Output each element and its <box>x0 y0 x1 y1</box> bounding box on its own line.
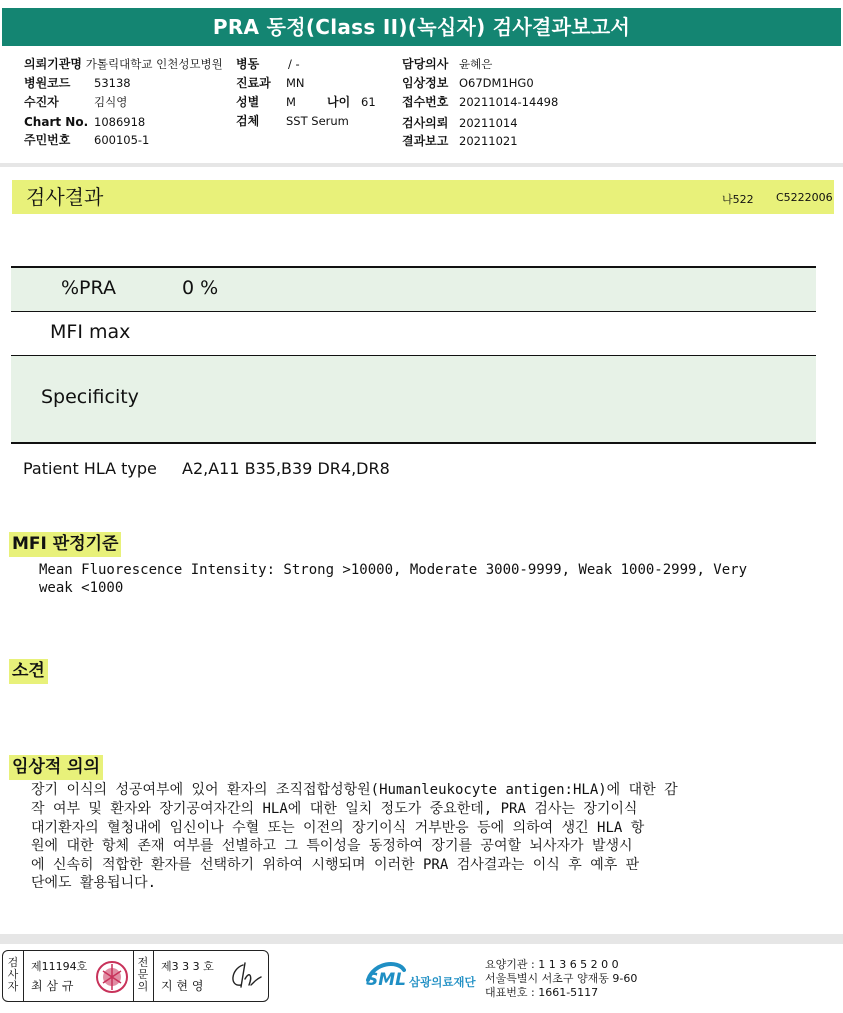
mfi-criteria-heading: MFI 판정기준 <box>9 532 121 557</box>
specificity-label: Specificity <box>41 386 139 408</box>
pra-row <box>11 268 816 311</box>
meta-ward <box>236 56 300 73</box>
rrn-value: 600105-1 <box>94 133 150 147</box>
request-value: 20211014 <box>459 116 518 130</box>
specialist-number: 제3 3 3 호 <box>161 960 214 973</box>
mfi-criteria-line-1: Mean Fluorescence Intensity: Strong >10000, Moderate 3000-9999, Weak 1000-2999, Very <box>39 562 748 578</box>
patient-value: 김식영 <box>94 95 128 109</box>
sml-logo-text: SML <box>366 970 406 990</box>
age-label: 나이 <box>327 95 351 109</box>
handwritten-signature <box>225 959 263 993</box>
chart-value: 1086918 <box>94 115 146 129</box>
specialist-role: 전문의 <box>137 956 149 993</box>
meta-age <box>327 94 376 111</box>
hla-value: A2,A11 B35,B39 DR4,DR8 <box>182 459 390 478</box>
org-name: 삼광의료재단 <box>409 975 476 989</box>
doctor-value: 윤혜은 <box>459 57 493 71</box>
header-divider <box>0 163 843 167</box>
hospital-code-value: 53138 <box>94 76 131 90</box>
table-rule-bottom <box>11 442 816 444</box>
clinical-line-2: 작 여부 및 환자와 장기공여자간의 HLA에 대한 일치 정도가 중요한데, PRA 검사는 장기이식 <box>31 801 638 817</box>
meta-specimen <box>236 113 349 130</box>
inspector-number: 제11194호 <box>31 960 88 973</box>
footer-divider <box>0 934 843 944</box>
org-phone: 대표번호 : 1661-5117 <box>485 986 599 999</box>
meta-institution <box>24 56 223 73</box>
sex-label: 성별 <box>236 95 260 109</box>
request-label: 검사의뢰 <box>402 116 449 130</box>
clinical-info-value: O67DM1HG0 <box>459 76 534 90</box>
meta-receipt <box>402 94 558 111</box>
sig-separator-2 <box>133 951 134 1001</box>
chart-label: Chart No. <box>24 115 89 129</box>
clinical-info-label: 임상정보 <box>402 76 449 90</box>
results-code-1: 나522 <box>722 193 754 206</box>
results-band <box>12 180 834 214</box>
institution-label: 의뢰기관명 <box>24 57 82 71</box>
signature-box <box>2 950 269 1002</box>
mfi-criteria-line-2: weak <1000 <box>39 580 124 596</box>
sig-separator-3 <box>153 951 154 1001</box>
seal-stamp <box>95 960 129 994</box>
results-code-2: C5222006 <box>776 191 833 204</box>
meta-rrn <box>24 132 149 149</box>
table-rule-1 <box>11 311 816 312</box>
pra-label: %PRA <box>61 277 116 299</box>
patient-label: 수진자 <box>24 95 59 109</box>
meta-clinical-info <box>402 75 534 92</box>
pra-value: 0 % <box>182 277 219 299</box>
ward-value: / - <box>288 57 300 71</box>
meta-request <box>402 115 518 132</box>
clinical-line-4: 원에 대한 항체 존재 여부를 선별하고 그 특이성을 동정하여 장기를 공여할 뇌사자가 발생시 <box>31 838 633 854</box>
dept-label: 진료과 <box>236 76 271 90</box>
meta-sex <box>236 94 296 111</box>
inspector-name: 최 삼 규 <box>31 979 74 993</box>
inspector-role: 검사자 <box>7 956 19 993</box>
doctor-label: 담당의사 <box>402 57 449 71</box>
clinical-line-6: 단에도 활용됩니다. <box>31 875 157 891</box>
meta-hospital-code <box>24 75 131 92</box>
hospital-code-label: 병원코드 <box>24 76 71 90</box>
meta-patient <box>24 94 127 111</box>
age-value: 61 <box>361 95 376 109</box>
specialist-name: 지 현 영 <box>161 979 204 993</box>
meta-report <box>402 133 518 150</box>
specimen-label: 검체 <box>236 114 260 128</box>
meta-dept <box>236 75 305 92</box>
institution-value: 가톨릭대학교 인천성모병원 <box>85 57 223 71</box>
report-title: PRA 동정(Class II)(녹십자) 검사결과보고서 <box>2 8 841 46</box>
clinical-line-5: 에 신속히 적합한 환자를 선택하기 위하여 시행되며 이러한 PRA 검사결과는 이식 후 예후 판 <box>31 857 640 873</box>
dept-value: MN <box>286 76 305 90</box>
meta-doctor <box>402 56 492 73</box>
specimen-value: SST Serum <box>286 114 349 128</box>
rrn-label: 주민번호 <box>24 133 71 147</box>
receipt-value: 20211014-14498 <box>459 95 559 109</box>
ward-label: 병동 <box>236 57 260 71</box>
sex-value: M <box>286 95 296 109</box>
report-value: 20211021 <box>459 134 518 148</box>
org-address: 서울특별시 서초구 양재동 9-60 <box>485 972 638 985</box>
clinical-line-1: 장기 이식의 성공여부에 있어 환자의 조직접합성항원(Humanleukocyte antigen:HLA)에 대한 감 <box>31 782 678 798</box>
report-label: 결과보고 <box>402 134 449 148</box>
care-code: 요양기관 : 1 1 3 6 5 2 0 0 <box>485 958 619 971</box>
mfi-max-label: MFI max <box>50 321 131 343</box>
receipt-label: 접수번호 <box>402 95 449 109</box>
clinical-line-3: 대기환자의 혈청내에 임신이나 수혈 또는 이전의 장기이식 거부반응 등에 의하여 생긴 HLA 항 <box>31 820 645 836</box>
opinion-heading: 소견 <box>9 659 48 684</box>
hla-label: Patient HLA type <box>23 459 157 478</box>
clinical-significance-heading: 임상적 의의 <box>9 755 103 780</box>
sml-logo <box>364 958 484 994</box>
meta-chart <box>24 114 145 131</box>
sig-separator-1 <box>23 951 24 1001</box>
results-heading: 검사결과 <box>26 185 104 209</box>
